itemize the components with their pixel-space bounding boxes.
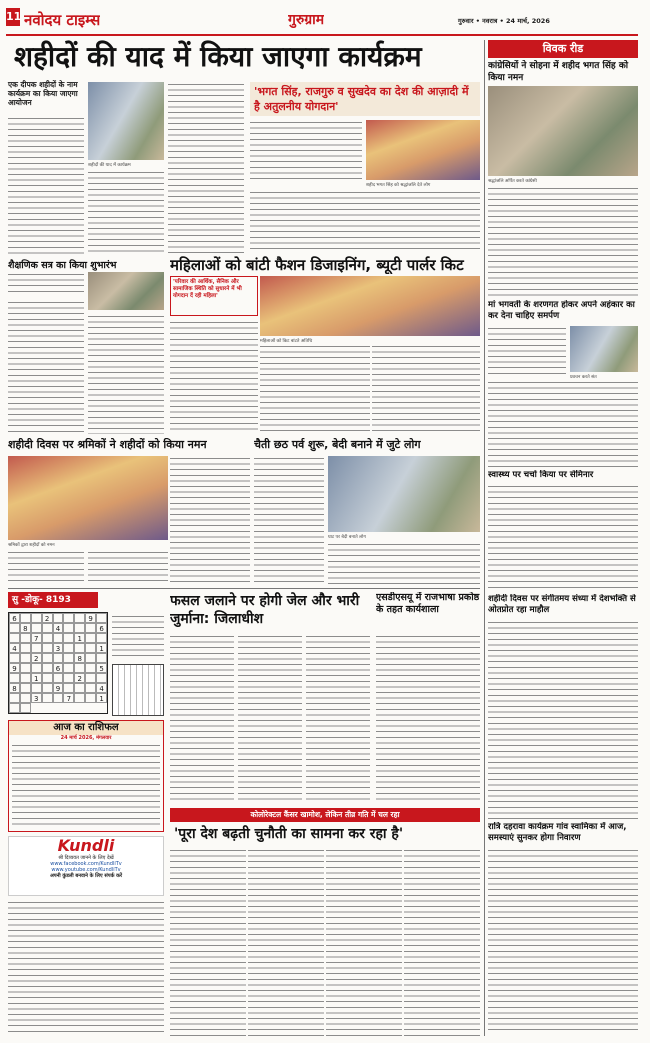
sudoku-cell: 8 [74, 653, 85, 663]
sudoku-cell [85, 663, 96, 673]
sudoku-cell [85, 653, 96, 663]
colonel-text2 [248, 848, 324, 1036]
sudoku-cell: 1 [96, 643, 107, 653]
education-headline: शैक्षणिक सत्र का किया शुभारंभ [8, 260, 117, 271]
sudoku-cell: 2 [74, 673, 85, 683]
sudoku-cell [63, 613, 74, 623]
workers-text3 [88, 550, 168, 584]
women-photo-caption: महिलाओं को किट बांटते अतिथि [260, 339, 313, 344]
side-story2-headline: मां भगवती के शरणगत होकर अपने अहंकार का कर देना चाहिए समर्पण [488, 300, 635, 321]
kundli-url-2[interactable]: www.youtube.com/KundliTv [51, 867, 121, 873]
quote-photo [366, 120, 480, 180]
sudoku-cell: 9 [85, 613, 96, 623]
sudoku-cell: 8 [9, 683, 20, 693]
workers-text2 [8, 550, 84, 584]
sudoku-cell [42, 693, 53, 703]
sudoku-cell [20, 613, 31, 623]
main-text-col1 [8, 116, 84, 254]
sudoku-cell [63, 653, 74, 663]
sudoku-cell [53, 673, 64, 683]
women-text2 [260, 344, 370, 434]
colonel-text4 [404, 848, 480, 1036]
column-divider [484, 40, 485, 1036]
quote-text-body2 [250, 190, 480, 250]
date-line: गुरुवार • नवरात्र • 24 मार्च, 2026 [458, 17, 550, 25]
women-quote: 'परिवार की आर्थिक, सैनिक और सामाजिक स्थिति को सुधारने में भी योगदान दें रही महिला' [173, 279, 242, 299]
sudoku-cell [63, 663, 74, 673]
sudoku-cell [74, 693, 85, 703]
section-name: गुरुग्राम [288, 12, 325, 28]
main-text-col3 [168, 82, 244, 254]
women-photo [260, 276, 480, 336]
sudoku-cell [85, 643, 96, 653]
sudoku-cell [96, 633, 107, 643]
sudoku-title: सु -डोकू- 8193 [8, 592, 98, 608]
colonel-text3 [326, 848, 402, 1036]
side-story5-text [488, 848, 638, 1034]
sudoku-cell [20, 673, 31, 683]
sudoku-cell [42, 623, 53, 633]
sudoku-cell [9, 693, 20, 703]
sudoku-cell [9, 633, 20, 643]
horoscope-box [8, 720, 164, 832]
ad-bottom-text [8, 900, 164, 1036]
sudoku-cell [63, 623, 74, 633]
colonel-kicker: कोलोरेक्टल कैंसर खामोश, लेकिन तीव्र गति में चल रहा [170, 808, 480, 822]
sudoku-cell [20, 683, 31, 693]
side-tag: विवक रीड [488, 40, 638, 58]
workers-text1 [170, 456, 250, 584]
kundli-cta: अपनी कुंडली बनवाने के लिए संपर्क करें [49, 873, 123, 879]
sudoku-cell [42, 653, 53, 663]
fasal-headline: फसल जलाने पर होगी जेल और भारी जुर्माना: जिलाधीश [170, 593, 360, 627]
side-story4-text [488, 620, 638, 820]
sudoku-cell [9, 673, 20, 683]
sudoku-cell [42, 633, 53, 643]
section-divider [8, 588, 480, 589]
sudoku-cell [20, 663, 31, 673]
women-text3 [372, 344, 480, 434]
side-story2-photo [570, 326, 638, 372]
sudoku-grid [8, 612, 108, 714]
sudoku-cell [9, 623, 20, 633]
sudoku-cell [31, 643, 42, 653]
sudoku-cell: 2 [42, 613, 53, 623]
sudoku-cell [31, 613, 42, 623]
sudoku-cell [63, 673, 74, 683]
sudoku-cell: 1 [31, 673, 42, 683]
quote-box [250, 82, 480, 116]
horoscope-title: आज का राशिफल [9, 721, 163, 735]
horoscope-date: 24 मार्च 2026, मंगलवार [60, 735, 112, 741]
kundli-brand: Kundli [57, 837, 115, 855]
sudoku-cell [31, 623, 42, 633]
sudoku-cell: 1 [96, 693, 107, 703]
main-photo [88, 82, 164, 160]
colonel-headline: 'पूरा देश बढ़ती चुनौती का सामना कर रहा है' [174, 826, 404, 842]
sudoku-cell: 9 [9, 663, 20, 673]
workers-photo [8, 456, 168, 540]
sudoku-cell: 3 [31, 693, 42, 703]
sudoku-cell [53, 633, 64, 643]
sudoku-cell: 6 [53, 663, 64, 673]
sudoku-cell: 1 [74, 633, 85, 643]
education-text2 [8, 300, 84, 434]
sudoku-cell [20, 703, 31, 713]
fasal-text3 [306, 634, 370, 804]
sudoku-cell: 4 [9, 643, 20, 653]
fasal-text1 [170, 634, 234, 804]
sudoku-instructions [112, 614, 164, 660]
sudoku-cell [96, 613, 107, 623]
kundli-text: श्री दिव्यवत जानने के लिए देखें [58, 855, 114, 861]
quote-text-body [250, 120, 362, 180]
main-headline: शहीदों की याद में किया जाएगा कार्यक्रम [14, 40, 422, 73]
quote-text: 'भगत सिंह, राजगुरु व सुखदेव का देश की आज़ादी में है अतुलनीय योगदान' [254, 85, 469, 113]
masthead [0, 0, 650, 38]
side-headline: कांग्रेसियों ने सोहना में शहीद भगत सिंह को किया नमन [488, 61, 629, 83]
sudoku-cell [85, 633, 96, 643]
kundli-ad [8, 836, 164, 896]
kundli-url-1[interactable]: www.facebook.com/KundliTv [50, 861, 122, 867]
side-story2-caption: प्रवचन करते संत [570, 375, 597, 380]
sudoku-grid-wrap [8, 612, 108, 714]
sudoku-cell [85, 683, 96, 693]
side-photo-caption: श्रद्धांजलि अर्पित करते कांग्रेसी [488, 179, 537, 184]
masthead-rule [6, 34, 638, 36]
main-subhead: एक दीपक शहीदों के नाम कार्यक्रम का किया जाएगा आयोजन [8, 80, 78, 107]
sudoku-cell: 7 [31, 633, 42, 643]
sudoku-cell [74, 643, 85, 653]
chhath-text2 [328, 542, 480, 586]
sudoku-cell [9, 653, 20, 663]
sudoku-cell [42, 663, 53, 673]
women-headline: महिलाओं को बांटी फैशन डिजाइनिंग, ब्यूटी पार्लर किट [170, 256, 464, 274]
chhath-headline: चैती छठ पर्व शुरू, बेदी बनाने में जुटे लोग [254, 438, 421, 451]
colonel-text1 [170, 848, 246, 1036]
side-text [488, 186, 638, 298]
side-story2-text2 [488, 380, 638, 468]
sudoku-cell: 6 [96, 623, 107, 633]
sudoku-cell: 4 [53, 623, 64, 633]
sudoku-cell [31, 663, 42, 673]
sudoku-cell [63, 633, 74, 643]
education-text1 [8, 272, 84, 296]
sudoku-cell [53, 613, 64, 623]
main-text-col2 [88, 170, 164, 254]
side-photo [488, 86, 638, 176]
sudoku-cell: 3 [53, 643, 64, 653]
sudoku-cell [20, 693, 31, 703]
sudoku-cell [9, 703, 20, 713]
page-number: 11 [6, 8, 20, 26]
sudoku-cell [74, 663, 85, 673]
sudoku-cell [85, 673, 96, 683]
fasal-text2 [238, 634, 302, 804]
sudoku-cell [42, 673, 53, 683]
side-story4-headline: शहीदी दिवस पर संगीतमय संध्या में देशभक्ति से ओतप्रोत रहा माहौल [488, 594, 636, 615]
main-sub-box [8, 80, 84, 107]
education-text3 [88, 314, 164, 434]
sudoku-cell: 8 [20, 623, 31, 633]
sudoku-cell: 9 [53, 683, 64, 693]
sudoku-cell: 4 [96, 683, 107, 693]
women-quote-box [170, 276, 258, 316]
sudoku-cell [85, 693, 96, 703]
sudoku-cell [20, 653, 31, 663]
women-text1 [170, 320, 258, 434]
side-story5-headline: रात्रि दहरावा कार्यक्रम गांव स्वामिका में आज, समस्याएं सुनकर होगा निवारण [488, 822, 627, 843]
sdm-headline: एसडीएसयू में राजभाषा प्रकोष्ठ के तहत कार्यशाला [376, 592, 480, 615]
education-photo [88, 272, 164, 310]
workers-photo-caption: श्रमिकों द्वारा शहीदों को नमन [8, 543, 55, 548]
sudoku-cell [42, 683, 53, 693]
sudoku-cell [85, 623, 96, 633]
sudoku-cell [74, 623, 85, 633]
sudoku-cell [20, 633, 31, 643]
side-story3-headline: स्वास्थ्य पर चर्चा किया पर सेमिनार [488, 470, 594, 480]
quote-photo-caption: शहीद भगत सिंह को श्रद्धांजलि देते लोग [366, 183, 431, 188]
side-story3-text [488, 484, 638, 592]
sudoku-cell [42, 643, 53, 653]
sudoku-answer-grid [112, 664, 164, 716]
horoscope-text [12, 743, 160, 829]
sudoku-cell [53, 693, 64, 703]
sudoku-cell: 2 [31, 653, 42, 663]
sudoku-cell: 6 [9, 613, 20, 623]
chhath-photo [328, 456, 480, 532]
sudoku-cell: 5 [96, 663, 107, 673]
sudoku-cell [96, 673, 107, 683]
sudoku-cell [74, 683, 85, 693]
sudoku-cell: 7 [63, 693, 74, 703]
paper-name: नवोदय टाइम्स [24, 11, 101, 29]
sudoku-cell [63, 683, 74, 693]
sudoku-cell [63, 643, 74, 653]
sudoku-cell [53, 653, 64, 663]
main-photo-caption: शहीदों की याद में कार्यक्रम [88, 163, 131, 168]
sudoku-cell [20, 643, 31, 653]
side-story2-text [488, 326, 566, 374]
sudoku-cell [31, 683, 42, 693]
sudoku-cell [74, 613, 85, 623]
chhath-text1 [254, 456, 324, 586]
sudoku-cell [96, 653, 107, 663]
chhath-photo-caption: घाट पर बेदी बनाते लोग [328, 535, 366, 540]
workers-headline: शहीदी दिवस पर श्रमिकों ने शहीदों को किया नमन [8, 438, 207, 451]
sdm-text [376, 634, 480, 804]
